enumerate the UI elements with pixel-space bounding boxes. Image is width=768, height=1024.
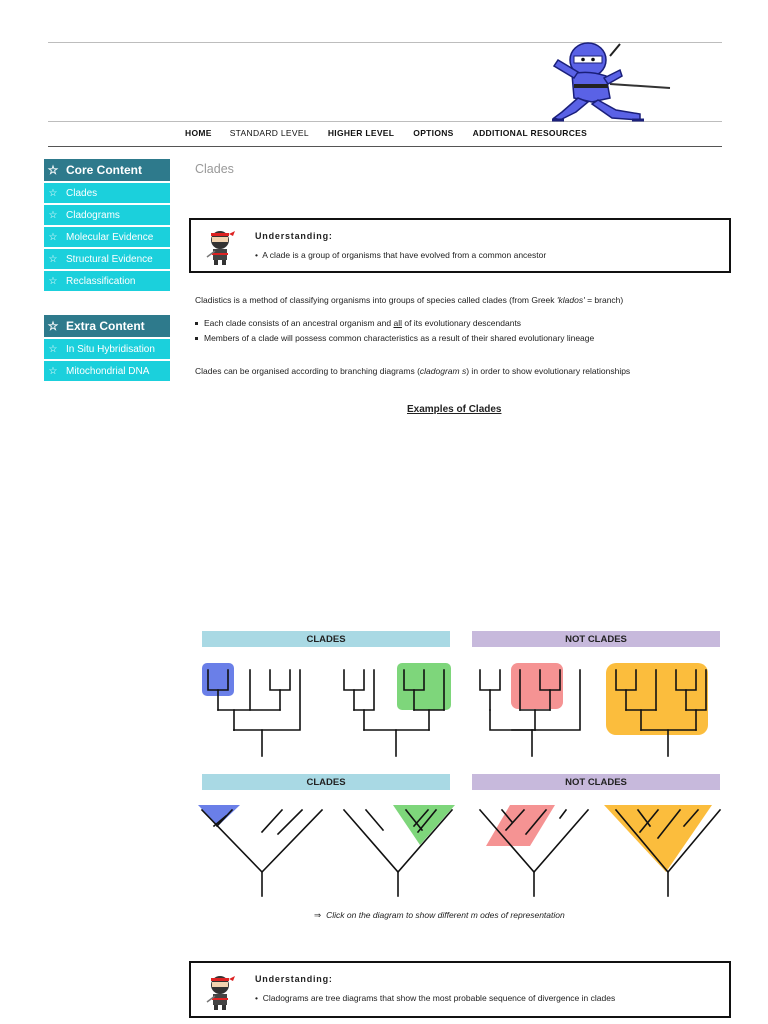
sidebar-extra-title: Extra Content xyxy=(66,319,145,333)
diagram-caption[interactable] xyxy=(314,910,565,921)
sidebar-item-label: Molecular Evidence xyxy=(66,231,154,243)
bullet-item xyxy=(195,318,521,328)
sidebar-item-mitochondrial-dna[interactable] xyxy=(44,360,170,381)
bullet-square-icon xyxy=(195,322,198,325)
understanding-box xyxy=(189,218,731,273)
sidebar-core-header xyxy=(44,159,170,181)
understanding-box xyxy=(189,961,731,1018)
bullet-underline: all xyxy=(393,318,402,328)
sidebar-item-label: Structural Evidence xyxy=(66,253,153,265)
understanding-point xyxy=(255,993,615,1003)
star-icon: ☆ xyxy=(48,231,58,243)
nav-bottom-rule xyxy=(48,146,722,147)
nav-home[interactable]: HOME xyxy=(185,128,212,138)
bullet-square-icon xyxy=(195,337,198,340)
understanding-point-text: A clade is a group of organisms that have evolved from a common ancestor xyxy=(262,250,547,260)
para-text: ) in order to show evolutionary relationships xyxy=(466,366,631,376)
understanding-title: Understanding: xyxy=(255,231,333,241)
arrow-right-icon: ⇒ xyxy=(314,910,322,920)
caption-text: Click on the diagram to show different m odes of representation xyxy=(326,910,565,920)
nav-options[interactable]: OPTIONS xyxy=(413,128,454,138)
star-icon: ☆ xyxy=(48,343,58,355)
bullet-text: Each clade consists of an ancestral organism and xyxy=(204,318,394,328)
sidebar-item-label: Cladograms xyxy=(66,209,120,221)
sidebar-item-structural-evidence[interactable] xyxy=(44,248,170,269)
bullet-dot: • xyxy=(255,250,258,260)
star-icon: ☆ xyxy=(48,209,58,221)
highlight-red xyxy=(511,663,563,709)
bullet-dot: • xyxy=(255,993,258,1003)
ninja-mascot-icon xyxy=(203,229,237,265)
sidebar-item-molecular-evidence[interactable] xyxy=(44,226,170,247)
star-icon: ☆ xyxy=(48,365,58,377)
band-not-clades: NOT CLADES xyxy=(472,631,720,647)
band-clades: CLADES xyxy=(202,631,450,647)
para-emphasis: cladogram s xyxy=(419,366,467,376)
bullet-item xyxy=(195,333,594,343)
understanding-point-text: Cladograms are tree diagrams that show the most probable sequence of divergence in clades xyxy=(262,993,616,1003)
sidebar-item-label: In Situ Hybridisation xyxy=(66,343,155,355)
sidebar-item-label: Clades xyxy=(66,187,98,199)
bullet-text: of its evolutionary descendants xyxy=(401,318,522,328)
understanding-title: Understanding: xyxy=(255,974,333,984)
band-clades: CLADES xyxy=(202,774,450,790)
star-icon: ☆ xyxy=(47,319,59,333)
bullet-text: Members of a clade will possess common characteristics as a result of their shared evolutionary lineage xyxy=(204,333,595,343)
sidebar-item-in-situ-hybridisation[interactable] xyxy=(44,338,170,359)
sidebar-core-title: Core Content xyxy=(66,163,142,177)
sidebar-item-clades[interactable] xyxy=(44,182,170,203)
clade-diagram[interactable] xyxy=(190,650,735,900)
band-not-clades: NOT CLADES xyxy=(472,774,720,790)
nav-standard-level[interactable]: STANDARD LEVEL xyxy=(229,128,309,138)
sidebar-extra-header xyxy=(44,315,170,337)
ninja-mascot-icon xyxy=(203,974,237,1010)
sidebar-item-label: Mitochondrial DNA xyxy=(66,365,150,377)
ninja-logo[interactable] xyxy=(548,40,673,122)
star-icon: ☆ xyxy=(48,253,58,265)
main-nav xyxy=(185,128,587,138)
ninja-logo-art xyxy=(548,40,673,122)
understanding-point xyxy=(255,250,546,260)
sidebar-item-label: Reclassification xyxy=(66,275,136,287)
star-icon: ☆ xyxy=(48,187,58,199)
star-icon: ☆ xyxy=(48,275,58,287)
para-text: Clades can be organised according to branching diagrams ( xyxy=(195,366,420,376)
highlight-orange xyxy=(606,663,708,735)
sidebar-item-reclassification[interactable] xyxy=(44,270,170,291)
page-title: Clades xyxy=(195,162,234,176)
paragraph-cladograms xyxy=(195,366,630,376)
nav-additional-resources[interactable]: ADDITIONAL RESOURCES xyxy=(472,128,588,138)
para-text: = branch) xyxy=(584,295,624,305)
para-text: Cladistics is a method of classifying organisms into groups of species called clades (from Greek xyxy=(195,295,557,305)
paragraph-cladistics xyxy=(195,295,623,305)
nav-higher-level[interactable]: HIGHER LEVEL xyxy=(327,128,395,138)
para-emphasis: 'klados' xyxy=(556,295,585,305)
examples-heading: Examples of Clades xyxy=(407,404,502,415)
sidebar-item-cladograms[interactable] xyxy=(44,204,170,225)
star-icon: ☆ xyxy=(47,163,59,177)
